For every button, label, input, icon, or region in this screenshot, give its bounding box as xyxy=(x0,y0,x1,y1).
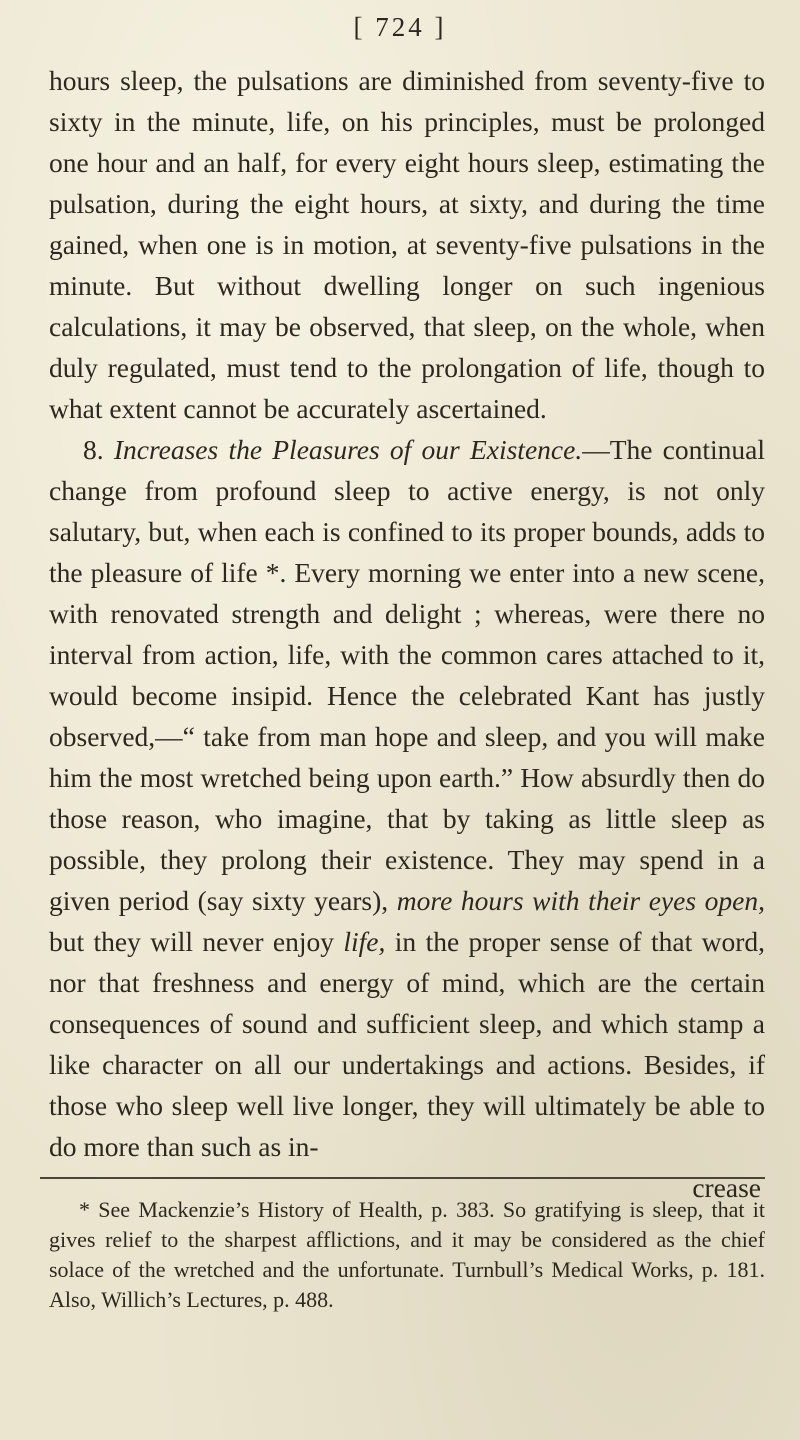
footnote: * See Mackenzie’s History of Health, p. 383. So gratifying is sleep, that it gives relief to the sharpest afflictions, and it may be considered as the chief solace of the wretched and the unfortunate. Turnbull’s Medical Works, p. 181. Also, Willich’s Lectures, p. 488. xyxy=(49,1197,765,1312)
section-heading: Increases the Pleasures of our Existence. xyxy=(113,434,583,465)
main-text xyxy=(49,60,765,1208)
emphasis-text-2: life, xyxy=(343,926,386,957)
paragraph-text-b: but they will never enjoy xyxy=(49,926,334,957)
paragraph-text-a: —The continual change from profound sleep to active energy, is not only salutary, but, when each is confined to its proper bounds, adds to the pleasure of life *. Every morning we enter into a new scene, with renovated strength and delight ; whereas, were there no interval from action, life, with the common cares attached to it, would become insipid. Hence the celebrated Kant has justly observed,—“ take from man hope and sleep, and you will make him the most wretched being upon earth.” How absurdly then do those reason, who imagine, that by taking as little sleep as possible, they prolong their existence. They may spend in a given period (say sixty years), xyxy=(49,434,766,916)
emphasis-text-1: more hours with their eyes open, xyxy=(396,885,765,916)
paragraph-text-c: in the proper sense of that word, nor that freshness and energy of mind, which are the certain consequences of sound and sufficient sleep, and which stamp a like character on all our undertakings and actions. Besides, if those who sleep well live longer, they will ultimately be able to do more than such as in- xyxy=(49,926,765,1162)
footnote-rule xyxy=(40,1177,765,1179)
paragraph-continued: hours sleep, the pulsations are diminished from seventy-five to sixty in the minute, life, on his principles, must be prolonged one hour and an half, for every eight hours sleep, estimating the pulsation, during the eight hours, at sixty, and during the time gained, when one is in motion, at seventy-five pulsations in the minute. But without dwelling longer on such ingenious calculations, it may be observed, that sleep, on the whole, when duly regulated, must tend to the prolongation of life, though to what extent cannot be accurately ascertained. xyxy=(49,65,765,424)
paragraph-section-8 xyxy=(49,429,765,1167)
catchword: crease xyxy=(692,1172,761,1203)
page-number: [ 724 ] xyxy=(353,12,447,42)
section-number: 8. xyxy=(83,434,104,465)
